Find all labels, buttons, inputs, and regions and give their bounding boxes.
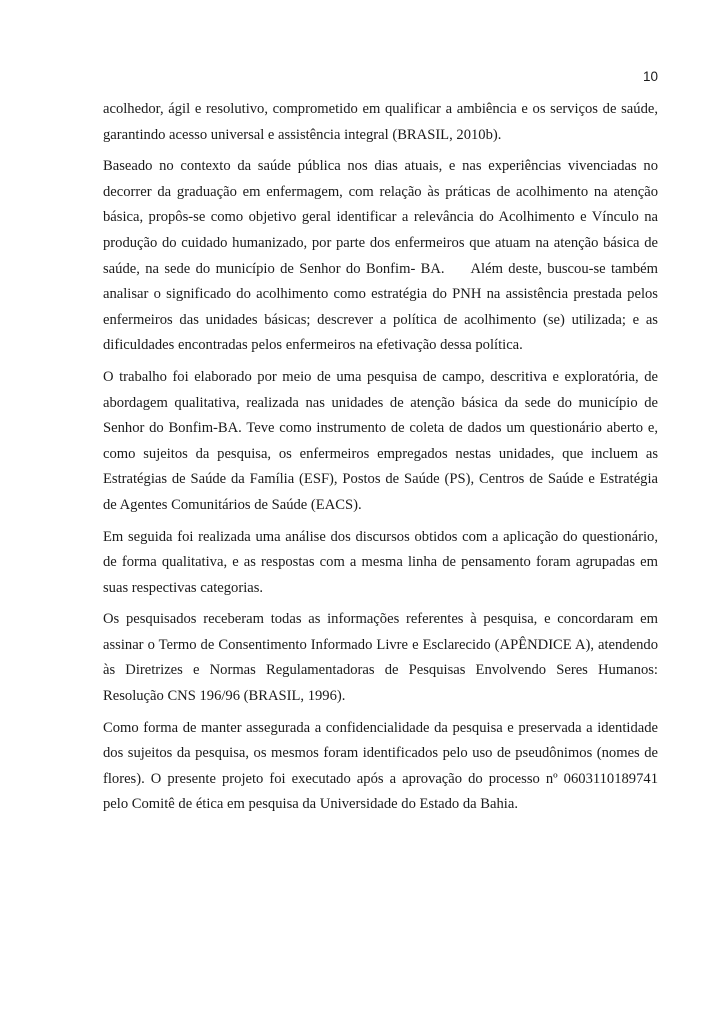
document-body — [103, 97, 662, 824]
paragraph-6: Como forma de manter assegurada a confidencialidade da pesquisa e preservada a identidade dos sujeitos da pesquisa, os mesmos foram identificados pelo uso de pseudônimos (nomes de flores). O presente projeto foi executado após a aprovação do processo nº 0603110189741 pelo Comitê de ética em pesquisa da Universidade do Estado da Bahia. — [103, 719, 658, 813]
paragraph-5: Os pesquisados receberam todas as informações referentes à pesquisa, e concordaram em assinar o Termo de Consentimento Informado Livre e Esclarecido (APÊNDICE A), atendendo às Diretrizes e Normas Regulamentadoras de Pesquisas Envolvendo Seres Humanos: Resolução CNS 196/96 (BRASIL, 1996). — [103, 611, 658, 705]
paragraph-3: O trabalho foi elaborado por meio de uma pesquisa de campo, descritiva e exploratória, de abordagem qualitativa, realizada nas unidades de atenção básica da sede do município de Senhor do Bonfim-BA. Teve como instrumento de coleta de dados um questionário aberto e, como sujeitos da pesquisa, os enfermeiros empregados nestas unidades, que incluem as Estratégias de Saúde da Família (ESF), Postos de Saúde (PS), Centros de Saúde e Estratégia de Agentes Comunitários de Saúde (EACS). — [103, 368, 658, 513]
paragraph-1: acolhedor, ágil e resolutivo, comprometido em qualificar a ambiência e os serviços de saúde, garantindo acesso universal e assistência integral (BRASIL, 2010b). — [103, 101, 658, 143]
paragraph-2: Baseado no contexto da saúde pública nos dias atuais, e nas experiências vivenciadas no decorrer da graduação em enfermagem, com relação às práticas de acolhimento na atenção básica, propôs-se como objetivo geral identificar a relevância do Acolhimento e Vínculo na produção do cuidado humanizado, por parte dos enfermeiros que atuam na atenção básica de saúde, na sede do município de Senhor do Bonfim- BA. Além deste, buscou-se também analisar o significado do acolhimento como estratégia do PNH na assistência prestada pelos enfermeiros das unidades básicas; descrever a política de acolhimento (se) utilizada; e as dificuldades encontradas pelos enfermeiros na efetivação dessa política. — [103, 158, 662, 354]
page-number: 10 — [642, 69, 658, 84]
paragraph-4: Em seguida foi realizada uma análise dos discursos obtidos com a aplicação do questionário, de forma qualitativa, e as respostas com a mesma linha de pensamento foram agrupadas em suas respectivas categorias. — [103, 528, 658, 596]
